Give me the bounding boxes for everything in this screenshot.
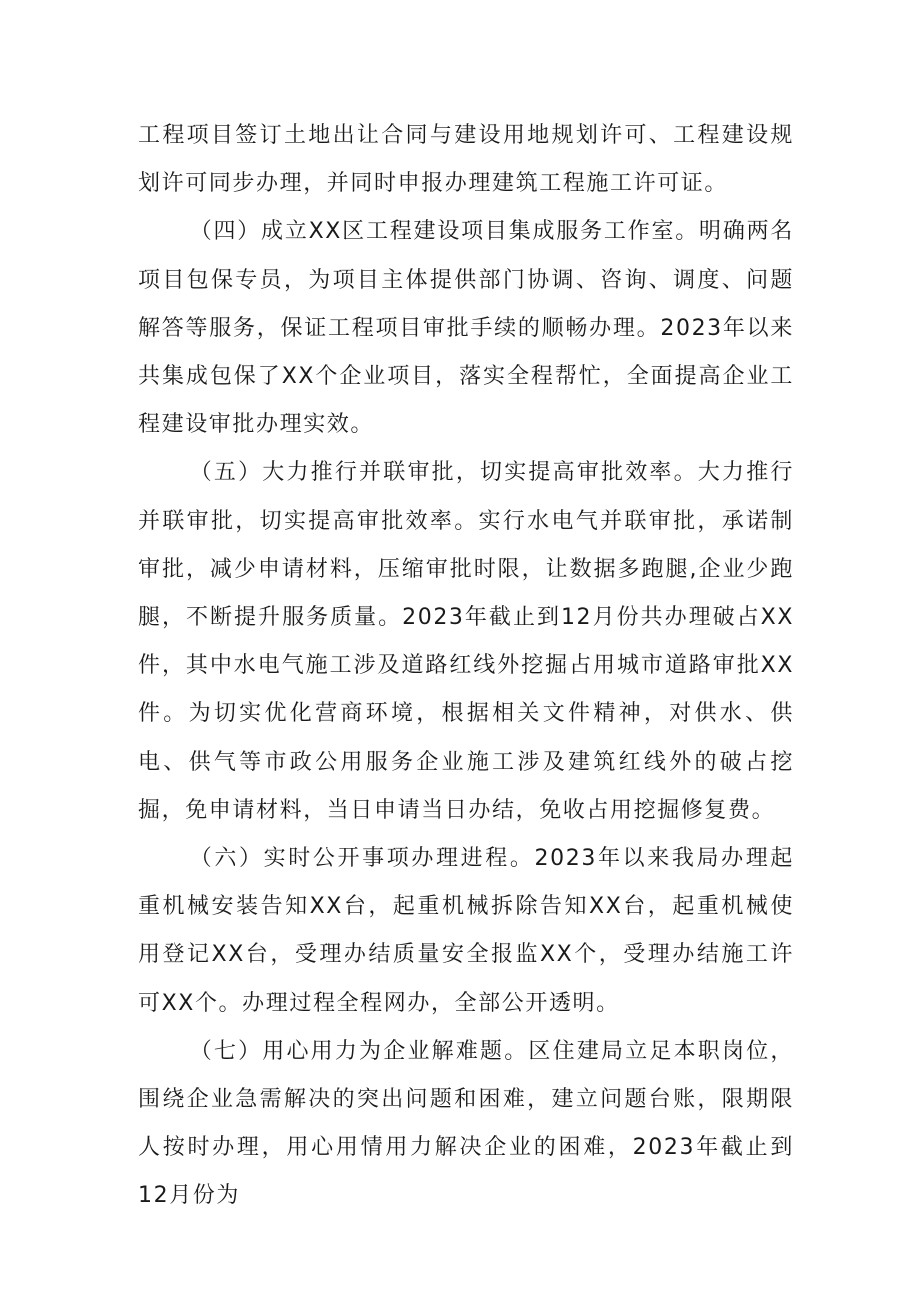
paragraph-section-6: （六）实时公开事项办理进程。2023年以来我局办理起重机械安装告知XX台，起重机械拆除告知XX台，起重机械使用登记XX台，受理办结质量安全报监XX个，受理办结施工许可XX个。办理过程全程网办，全部公开透明。: [138, 846, 794, 1016]
paragraph-section-7: （七）用心用力为企业解难题。区住建局立足本职岗位，围绕企业急需解决的突出问题和困难，建立问题台账，限期限人按时办理，用心用情用力解决企业的困难，2023年截止到12月份为: [138, 1038, 794, 1209]
paragraph-continuation: 工程项目签订土地出让合同与建设用地规划许可、工程建设规划许可同步办理，并同时申报办理建筑工程施工许可证。: [138, 123, 794, 197]
paragraph-section-4: （四）成立XX区工程建设项目集成服务工作室。明确两名项目包保专员，为项目主体提供部门协调、咨询、调度、问题解答等服务，保证工程项目审批手续的顺畅办理。2023年以来共集成包保了XX个企业项目，落实全程帮忙，全面提高企业工程建设审批办理实效。: [138, 219, 794, 438]
paragraph-section-5: （五）大力推行并联审批，切实提高审批效率。大力推行并联审批，切实提高审批效率。实行水电气并联审批，承诺制审批，减少申请材料，压缩审批时限，让数据多跑腿,企业少跑腿，不断提升服务质量。2023年截止到12月份共办理破占XX件，其中水电气施工涉及道路红线外挖掘占用城市道路审批XX件。为切实优化营商环境，根据相关文件精神，对供水、供电、供气等市政公用服务企业施工涉及建筑红线外的破占挖掘，免申请材料，当日申请当日办结，免收占用挖掘修复费。: [138, 460, 794, 823]
document-body: [138, 112, 794, 1221]
